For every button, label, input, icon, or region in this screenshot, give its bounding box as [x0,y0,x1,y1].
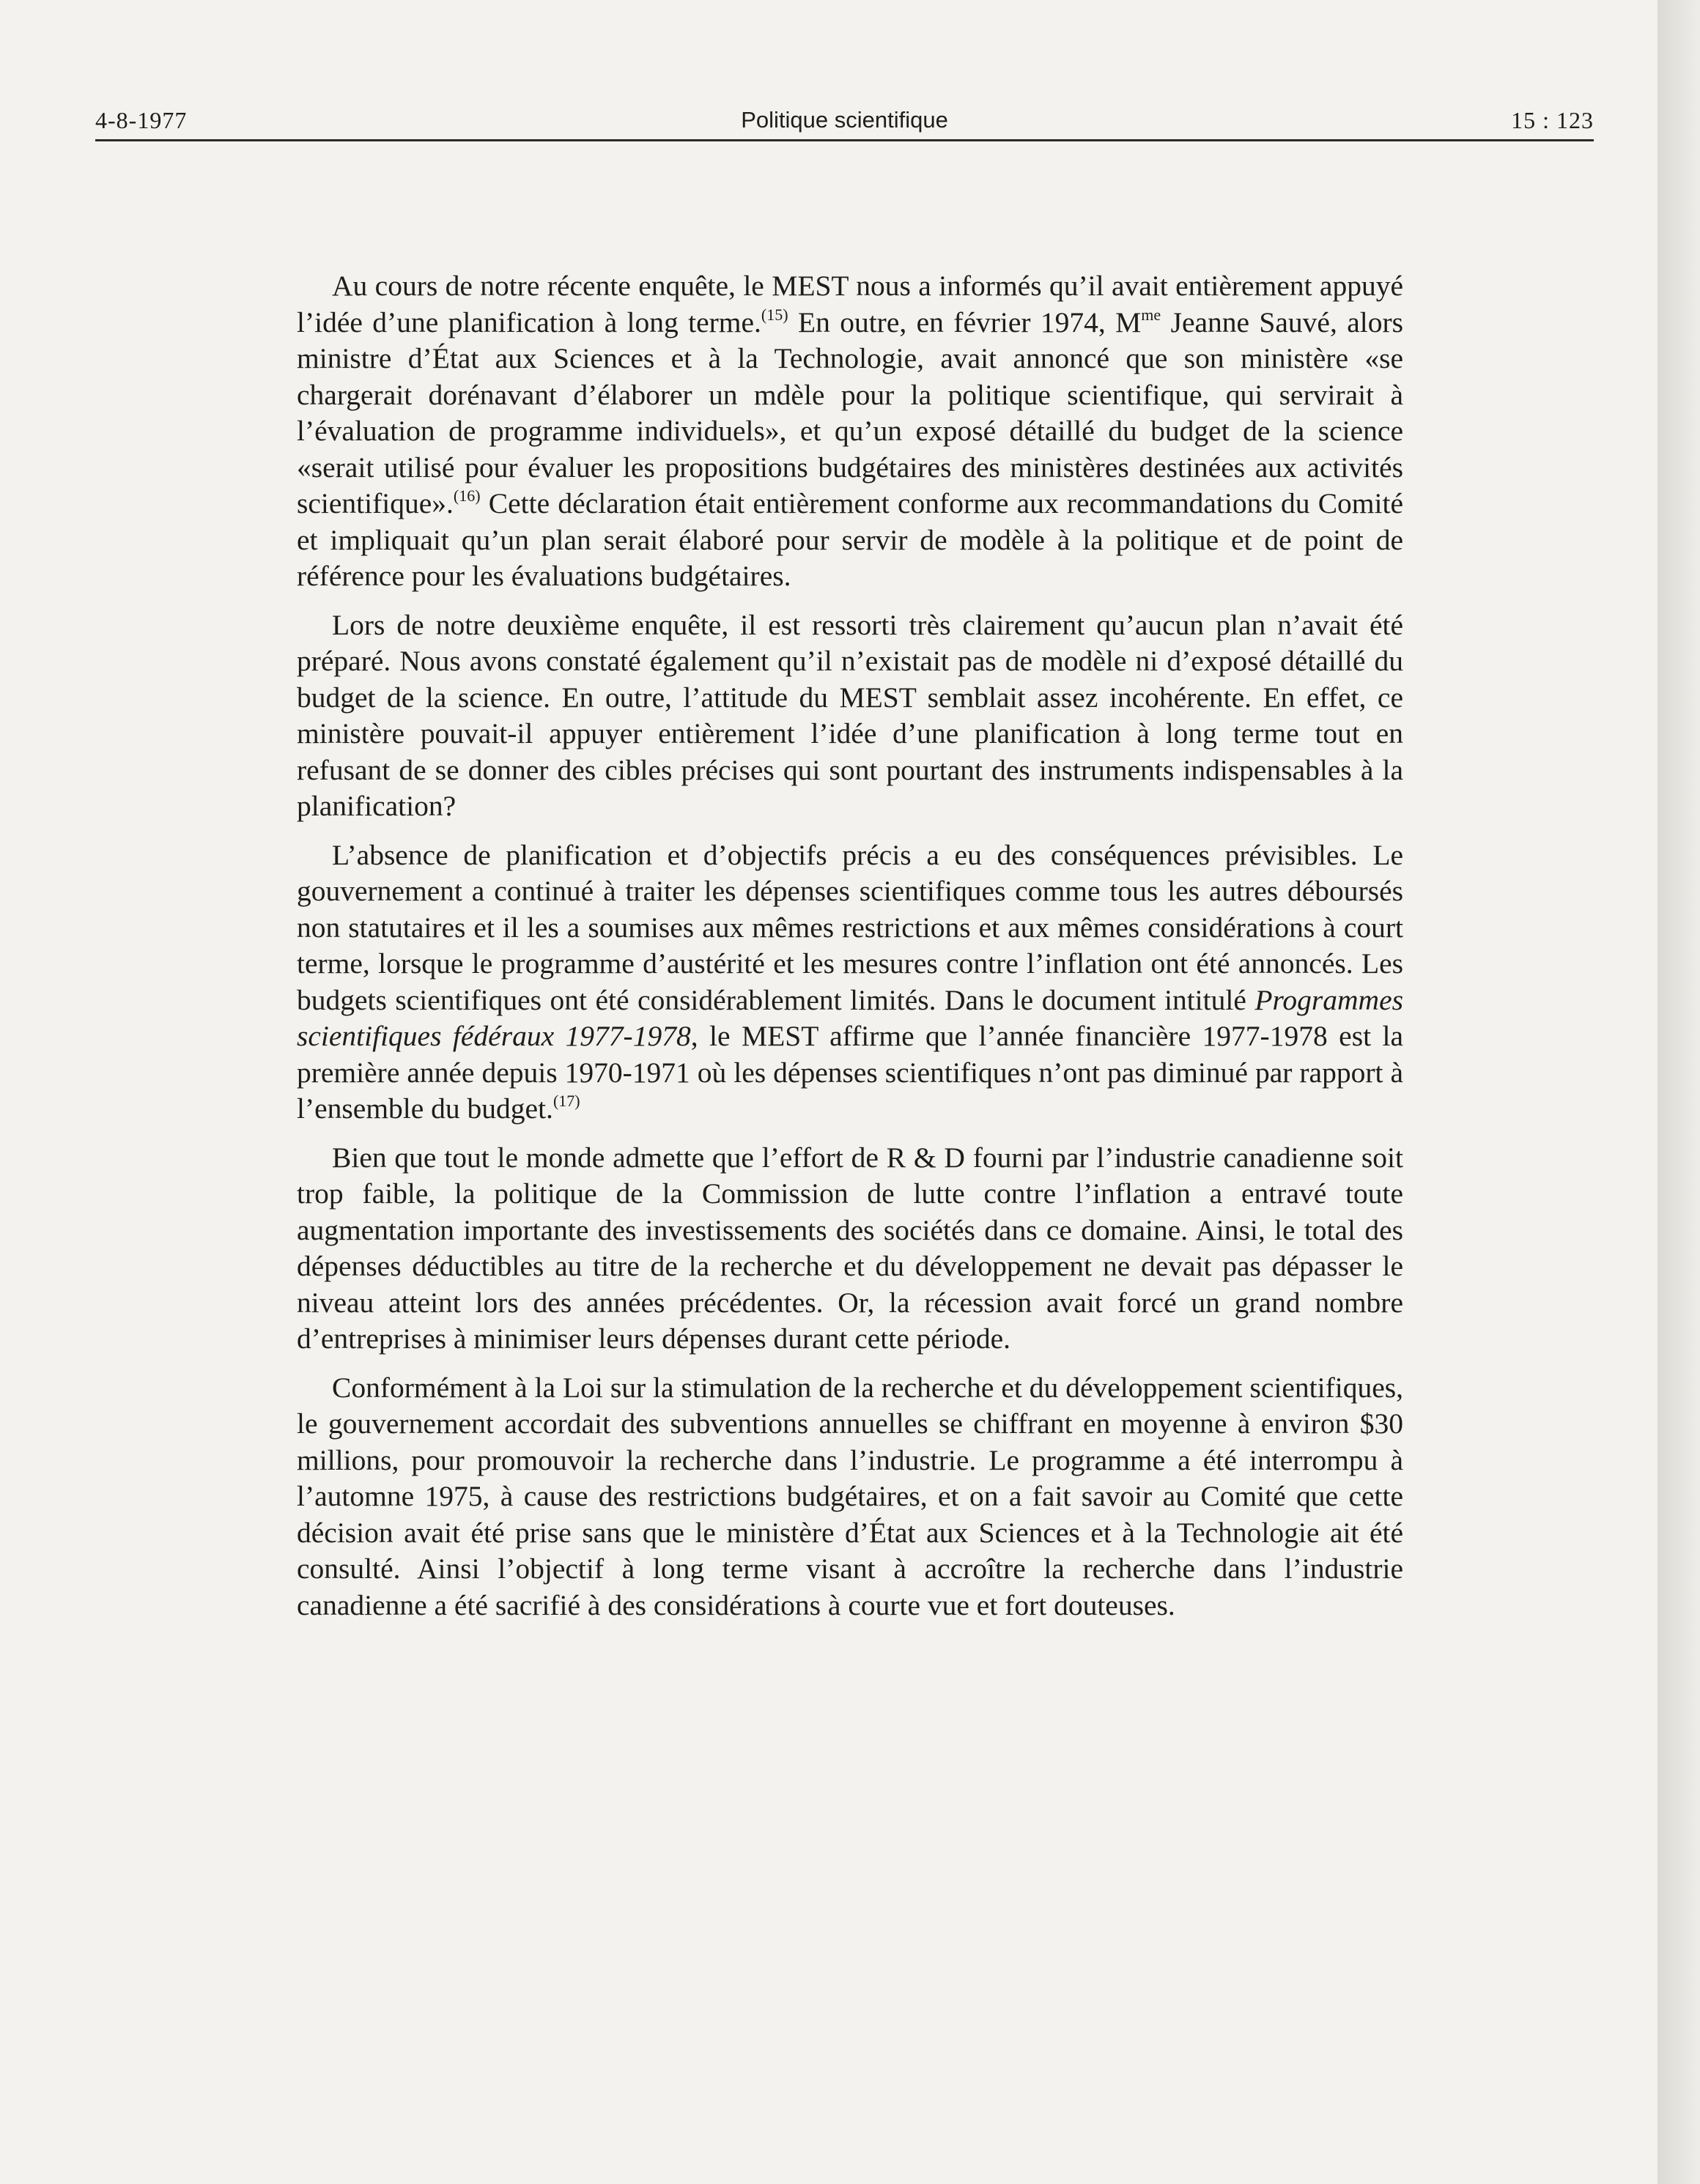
document-title-italic: Programmes scientifiques fédéraux 1977-1978 [297,983,1403,1052]
page-edge [1658,0,1700,2184]
header-page-number: 15 : 123 [1511,107,1594,133]
text-run: Lors de notre deuxième enquête, il est ressorti très clairement qu’aucun plan n’avait été préparé. Nous avons constaté également qu’il n’existait pas de modèle ni d’exposé détaillé du budget de la science. En outre, l’attitude du MEST semblait assez incohérente. En effet, ce ministère pouvait-il appuyer entièrement l’idée d’une planification à long terme tout en refusant de se donner des cibles précises qui sont pourtant des instruments indispensables à la planification? [297,608,1403,822]
text-run: Conformément à la Loi sur la stimulation de la recherche et du développement scientifiques, le gouvernement accordait des subventions annuelles se chiffrant en moyenne à environ $30 millions, pour promouvoir la recherche dans l’industrie. Le programme a été interrompu à l’automne 1975, à cause des restrictions budgétaires, et on a fait savoir au Comité que cette décision avait été prise sans que le ministère d’État aux Sciences et à la Technologie ait été consulté. Ainsi l’objectif à long terme visant à accroître la recherche dans l’industrie canadienne a été sacrifié à des considérations à courte vue et fort douteuses. [297,1371,1403,1621]
footnote-ref: me [1141,305,1161,324]
text-run: L’absence de planification et d’objectifs précis a eu des conséquences prévisibles. Le gouvernement a continué à traiter les dépenses scientifiques comme tous les autres déboursés non statutaires et il les a soumises aux mêmes restrictions et aux mêmes considérations à court terme, lorsque le programme d’austérité et les mesures contre l’inflation ont été annoncés. Les budgets scientifiques ont été considérablement limités. Dans le document intitulé [297,838,1403,1016]
text-run: En outre, en février 1974, M [788,306,1142,338]
text-run: Au cours de notre récente enquête, le MEST nous a informés qu’il avait entièrement appuyé l’idée d’une planification à long terme. [297,270,1403,338]
header-date: 4-8-1977 [95,107,188,133]
text-run: Cette déclaration était entièrement conforme aux recommandations du Comité et impliquait qu’un plan serait élaboré pour servir de modèle à la politique et de point de référence pour les évaluations budgétaires. [297,487,1403,592]
footnote-ref: (16) [453,486,481,505]
paragraph [297,1370,1403,1624]
paragraph [297,1140,1403,1358]
footnote-ref: (17) [552,1092,580,1110]
footnote-ref: (15) [761,305,788,324]
text-run: , le MEST affirme que l’année financière 1977-1978 est la première année depuis 1970-1971 où les dépenses scientifiques n’ont pas diminué par rapport à l’ensemble du budget. [297,1020,1403,1125]
text-run: Bien que tout le monde admette que l’effort de R & D fourni par l’industrie canadienne soit trop faible, la politique de la Commission de lutte contre l’inflation a entravé toute augmentation importante des investissements des sociétés dans ce domaine. Ainsi, le total des dépenses déductibles au titre de la recherche et du développement ne devait pas dépasser le niveau atteint lors des années précédentes. Or, la récession avait forcé un grand nombre d’entreprises à minimiser leurs dépenses durant cette période. [297,1141,1403,1355]
header-title: Politique scientifique [741,107,948,133]
text-run: Jeanne Sauvé, alors ministre d’État aux Sciences et à la Technologie, avait annoncé que son ministère «se chargerait dorénavant d’élaborer un mdèle pour la politique scientifique, qui servirait à l’évaluation de programme individuels», et qu’un exposé détaillé du budget de la science «serait utilisé pour évaluer les propositions budgétaires des ministères destinées aux activités scientifique». [297,306,1403,519]
running-header [95,103,1594,141]
paragraph [297,607,1403,825]
body-text [297,268,1403,1636]
paragraph [297,837,1403,1128]
paragraph [297,268,1403,595]
